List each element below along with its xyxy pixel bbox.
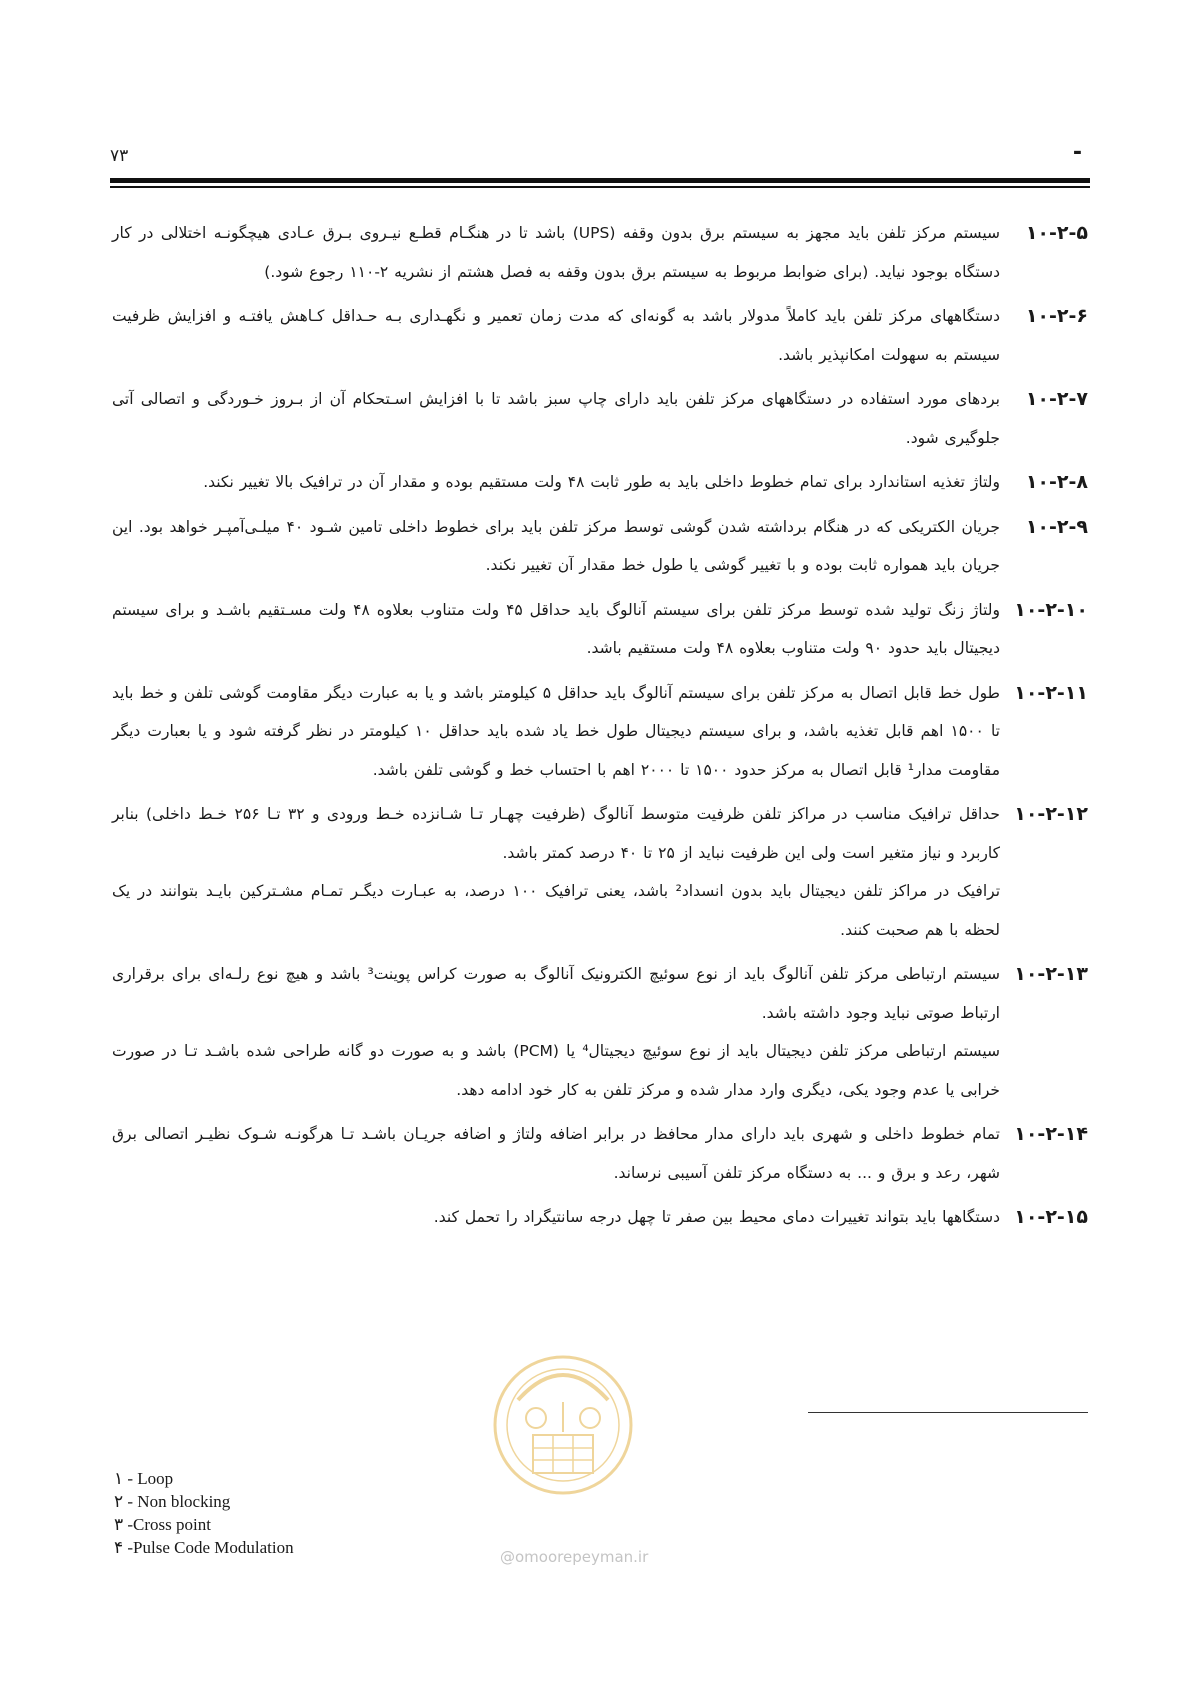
clause-number: ۱۰-۲-۷ (1025, 388, 1088, 410)
clause-number: ۱۰-۲-۱۰ (1014, 598, 1088, 621)
clauses-body (112, 214, 1088, 1243)
clause-paragraph: ترافیک در مراکز تلفن دیجیتال باید بدون انسداد² باشد، یعنی ترافیک ۱۰۰ درصد، به عبـارت دیگـر تمـام مشـترکین بایـد بتوانند در یک لحظه با هم صحبت کنند. (112, 882, 1001, 939)
clause-paragraph: دستگاهها باید بتواند تغییرات دمای محیط بین صفر تا چهل درجه سانتیگراد را تحمل کند. (433, 1208, 1000, 1226)
clause-body (112, 380, 1000, 457)
footnote-4: ۴ -Pulse Code Modulation (114, 1538, 294, 1557)
clause-paragraph: بردهای مورد استفاده در دستگاههای مرکز تلفن باید دارای چاپ سبز باشد تا با افزایش اسـتحکام آن از بـروز خـوردگی و اتصالی آتی جلوگیری شود. (112, 390, 1000, 447)
page-header (110, 136, 1090, 170)
clause-body (112, 1198, 1000, 1237)
clause (112, 955, 1088, 1109)
clause-number: ۱۰-۲-۱۵ (1014, 1206, 1088, 1228)
clause-body (112, 508, 1000, 585)
page-number: ۷۳ (110, 146, 129, 166)
clause-body (112, 955, 1000, 1109)
clause (112, 1198, 1088, 1237)
clause (112, 795, 1088, 949)
footnote-rule (808, 1412, 1088, 1413)
clause (112, 463, 1088, 502)
clause-number: ۱۰-۲-۱۴ (1014, 1123, 1088, 1145)
header-mark: - (1072, 140, 1082, 165)
header-rule-thick (110, 178, 1090, 183)
footnote-1: ۱ - Loop (114, 1469, 174, 1488)
clause (112, 508, 1088, 585)
clause-number: ۱۰-۲-۱۱ (1014, 681, 1088, 704)
clause-paragraph: ولتاژ تغذیه استاندارد برای تمام خطوط داخلی باید به طور ثابت ۴۸ ولت مستقیم بوده و مقدار آن در ترافیک بالا تغییر نکند. (203, 473, 1000, 491)
footnote-2: ۲ - Non blocking (114, 1492, 231, 1511)
clause (112, 297, 1088, 374)
clause (112, 380, 1088, 457)
clause-number: ۱۰-۲-۶ (1025, 305, 1088, 327)
footnote-3: ۳ -Cross point (114, 1515, 211, 1534)
clause (112, 591, 1088, 668)
clause-paragraph: حداقل ترافیک مناسب در مراکز تلفن ظرفیت متوسط آنالوگ (ظرفیت چهـار تـا شـانزده خـط ورودی و ۳۲ تـا ۲۵۶ خـط داخلی) بنابر کاربرد و نیاز متغیر است ولی این ظرفیت نباید از ۲۵ تا ۴۰ درصد کمتر باشد. (112, 805, 1001, 862)
clause-body (112, 795, 1000, 949)
clause-number: ۱۰-۲-۹ (1025, 515, 1088, 538)
footnotes (114, 1467, 294, 1559)
clause-body (112, 674, 1000, 790)
header-rule-thin (110, 186, 1090, 188)
clause (112, 674, 1088, 790)
clause-body (112, 591, 1000, 668)
clause-paragraph: طول خط قابل اتصال به مرکز تلفن برای سیستم آنالوگ باید حداقل ۵ کیلومتر باشد و یا به عبارت دیگر مقاومت گوشی تلفن و خط باید تا ۱۵۰۰ اهم قابل تغذیه باشد، و برای سیستم دیجیتال طول خط یاد شده باید حداقل ۱۰ کیلومتر در نظر گرفته شود و یا بعبارت دیگر مقاومت مدار¹ قابل اتصال به مرکز حدود ۱۵۰۰ تا ۲۰۰۰ اهم با احتساب خط و گوشی تلفن باشد. (112, 683, 1000, 779)
clause-paragraph: تمام خطوط داخلی و شهری باید دارای مدار محافظ در برابر اضافه ولتاژ و اضافه جریـان باشـد تـا هرگونـه شـوک نظیـر اتصالی برق شهر، رعد و برق و ... به دستگاه مرکز تلفن آسیبی نرساند. (112, 1125, 1000, 1182)
clause-body (112, 297, 1000, 374)
clause-number: ۱۰-۲-۱۲ (1014, 803, 1088, 825)
clause-paragraph: جریان الکتریکی که در هنگام برداشته شدن گوشی توسط مرکز تلفن باید برای خطوط داخلی تامین شـود ۴۰ میلـی‌آمپـر خواهد بود. این جریان باید همواره ثابت بوده و با تغییر گوشی یا طول خط مقدار آن تغییر نکند. (112, 517, 1000, 574)
clause-number: ۱۰-۲-۵ (1025, 222, 1088, 244)
clause-paragraph: سیستم مرکز تلفن باید مجهز به سیستم برق بدون وقفه (UPS) باشد تا در هنگـام قطـع نیـروی بـرق عـادی هیچگونـه اختلالی در کار دستگاه بوجود نیاید. (برای ضوابط مربوط به سیستم برق بدون وقفه به فصل هشتم از نشریه ۲-۱۱۰ رجوع شود.) (112, 224, 1000, 281)
clause-paragraph: ولتاژ زنگ تولید شده توسط مرکز تلفن برای سیستم آنالوگ باید حداقل ۴۵ ولت متناوب بعلاوه ۴۸ ولت مسـتقیم باشـد و برای سیستم دیجیتال باید حدود ۹۰ ولت متناوب بعلاوه ۴۸ ولت مستقیم باشد. (112, 600, 1000, 657)
clause-body (112, 214, 1000, 291)
clause-paragraph: سیستم ارتباطی مرکز تلفن دیجیتال باید از نوع سوئیچ دیجیتال⁴ یا (PCM) باشد و به صورت دو گانه طراحی شده باشـد تـا در صورت خرابی یا عدم وجود یکی، دیگری وارد مدار شده و مرکز تلفن به کار خود ادامه دهد. (112, 1042, 1000, 1099)
clause-number: ۱۰-۲-۱۳ (1014, 963, 1088, 985)
clause-number: ۱۰-۲-۸ (1025, 471, 1088, 493)
clause (112, 214, 1088, 291)
clause-paragraph: سیستم ارتباطی مرکز تلفن آنالوگ باید از نوع سوئیچ الکترونیک آنالوگ به صورت کراس پوینت³ باشد و هیچ نوع رلـه‌ای برای برقراری ارتباط صوتی نباید وجود داشته باشد. (112, 965, 1000, 1022)
clause-body (112, 1115, 1000, 1192)
clause-paragraph: دستگاههای مرکز تلفن باید کاملاً مدولار باشد به گونه‌ای که مدت زمان تعمیر و نگهـداری بـه حـداقل کـاهش یافتـه و افزایش ظرفیت سیستم به سهولت امکانپذیر باشد. (112, 307, 1000, 364)
watermark-url: @omoorepeyman.ir (500, 1548, 649, 1566)
watermark-logo-icon (488, 1340, 638, 1500)
clause-body (112, 463, 1000, 502)
clause (112, 1115, 1088, 1192)
